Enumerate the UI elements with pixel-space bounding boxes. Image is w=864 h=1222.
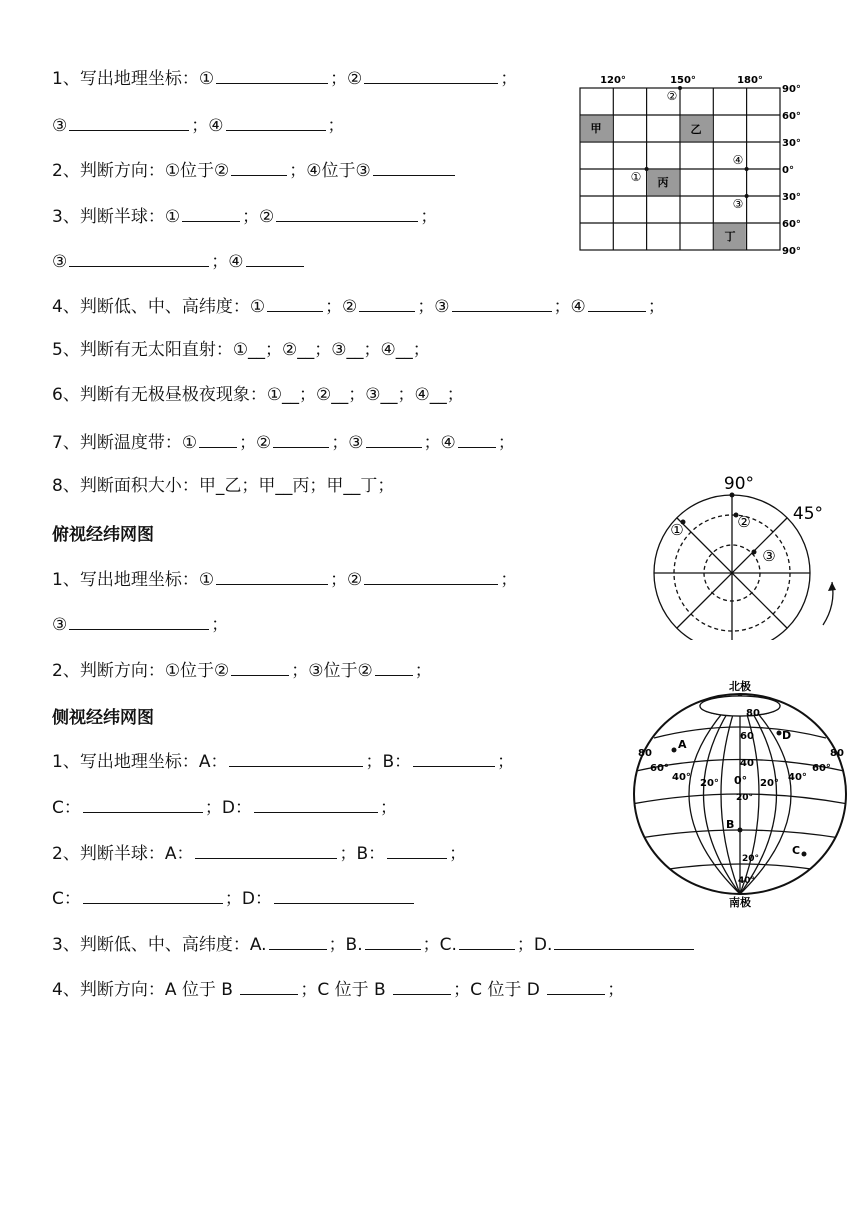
s1-q4-line: 4、判断低、中、高纬度：① ；② ；③ ；④ ； [52, 293, 665, 318]
grid-point-3: ③ [732, 197, 744, 211]
lon-label-40e: 40° [788, 772, 807, 783]
section3-title: 侧视经纬网图 [52, 708, 154, 728]
s3-q2-blank-b[interactable] [387, 840, 447, 859]
s3-q3-blank-d[interactable] [554, 931, 694, 950]
cell-label-yi: 乙 [690, 123, 702, 136]
globe-point-b: B [726, 818, 735, 831]
s1-q1-label: 1、写出地理坐标：① [52, 69, 215, 89]
s3-q1-blank-d[interactable] [254, 794, 378, 813]
lon-label-20e: 20° [760, 778, 779, 789]
s1-q3-blank-3[interactable] [69, 248, 209, 267]
right-label-6: 90° [782, 246, 801, 257]
lon-label-60e: 60° [812, 763, 831, 774]
s1-q4-blank-1[interactable] [267, 293, 323, 312]
s2-q1-line2: ③ ； [52, 611, 228, 636]
top-label-150: 150° [670, 75, 696, 86]
s2-q2-blank-1[interactable] [231, 657, 289, 676]
lon-label-40w: 40° [672, 772, 691, 783]
s1-q7-blank-1[interactable] [199, 429, 237, 448]
polar-point-1: ① [670, 521, 684, 539]
right-label-0: 90° [782, 84, 801, 95]
lon-label-80e: 80 [830, 748, 844, 759]
s2-q2-blank-2[interactable] [375, 657, 413, 676]
polar-point-3: ③ [762, 547, 776, 565]
s1-q3-blank-1[interactable] [182, 203, 240, 222]
s1-q7-blank-2[interactable] [273, 429, 329, 448]
polar-label-90: 90° [723, 474, 755, 494]
polar-point-2: ② [737, 513, 751, 531]
lat-label-60: 60 [740, 731, 754, 742]
s3-q2-blank-d[interactable] [274, 885, 414, 904]
lat-label-40: 40 [740, 758, 754, 769]
s1-q4-blank-4[interactable] [588, 293, 646, 312]
s3-q3-blank-a[interactable] [269, 931, 327, 950]
s3-q1-line1: 1、写出地理坐标：A： ；B： ； [52, 748, 514, 773]
s3-q2-blank-a[interactable] [195, 840, 337, 859]
s1-q5-line: 5、判断有无太阳直射：①__；②__；③__；④__； [52, 340, 430, 360]
grid-point-2: ② [666, 89, 678, 103]
s1-q3-line2: ③ ；④ [52, 248, 306, 273]
s1-q1-blank-2[interactable] [364, 65, 498, 84]
lat-label-20-n: 20° [736, 793, 754, 803]
s1-q4-blank-3[interactable] [452, 293, 552, 312]
s3-q4-blank-1[interactable] [240, 976, 298, 995]
globe-side-view-figure [622, 676, 854, 908]
s1-q7-line: 7、判断温度带：① ；② ；③ ；④ ； [52, 429, 515, 454]
lat-label-0: 0° [734, 774, 748, 787]
right-label-2: 30° [782, 138, 801, 149]
s1-q2-blank-2[interactable] [373, 157, 455, 176]
section2-title: 俯视经纬网图 [52, 525, 154, 545]
s1-q3-line1: 3、判断半球：① ；② ； [52, 203, 437, 228]
s3-q1-line2: C： ；D： ； [52, 794, 397, 819]
s1-q3-blank-2[interactable] [276, 203, 418, 222]
lat-lon-grid-figure [570, 70, 806, 260]
s2-q1-blank-3[interactable] [69, 611, 209, 630]
lon-label-20w: 20° [700, 778, 719, 789]
globe-south-pole: 南极 [729, 896, 751, 908]
s1-q1-line1: 1、写出地理坐标：① ；② ； [52, 65, 517, 90]
s2-q1-blank-1[interactable] [216, 566, 328, 585]
cell-label-ding: 丁 [724, 230, 736, 243]
s1-q4-blank-2[interactable] [359, 293, 415, 312]
s3-q1-blank-b[interactable] [413, 748, 495, 767]
s3-q2-line2: C： ；D： [52, 885, 416, 910]
s3-q3-blank-c[interactable] [459, 931, 515, 950]
lat-label-20-s: 20° [742, 854, 760, 864]
s2-q2-line: 2、判断方向：①位于② ；③位于② ； [52, 657, 432, 682]
globe-point-d: D [782, 729, 792, 742]
s3-q4-line: 4、判断方向：A 位于 B ；C 位于 B ；C 位于 D ； [52, 976, 624, 1001]
s1-q1-blank-4[interactable] [226, 112, 326, 131]
s2-q1-line1: 1、写出地理坐标：① ；② ； [52, 566, 517, 591]
s1-q6-line: 6、判断有无极昼极夜现象：①__；②__；③__；④__； [52, 385, 464, 405]
grid-point-4: ④ [732, 153, 744, 167]
globe-north-pole: 北极 [729, 680, 751, 693]
s3-q4-blank-2[interactable] [393, 976, 451, 995]
s1-q7-blank-3[interactable] [366, 429, 422, 448]
globe-point-a: A [678, 738, 687, 751]
s2-q1-blank-2[interactable] [364, 566, 498, 585]
s1-q2-blank-1[interactable] [231, 157, 287, 176]
cell-label-jia: 甲 [590, 122, 602, 135]
polar-view-figure [640, 470, 850, 640]
s1-q8-line: 8、判断面积大小：甲_乙；甲__丙；甲__丁； [52, 476, 395, 496]
s3-q3-line: 3、判断低、中、高纬度：A. ；B. ；C. ；D. [52, 931, 696, 956]
globe-point-c: C [792, 844, 801, 857]
lat-label-80: 80 [746, 708, 760, 719]
s1-q3-blank-4[interactable] [246, 248, 304, 267]
s1-q1-blank-3[interactable] [69, 112, 189, 131]
right-label-4: 30° [782, 192, 801, 203]
s3-q4-blank-3[interactable] [547, 976, 605, 995]
s1-q2-line: 2、判断方向：①位于② ；④位于③ [52, 157, 457, 182]
lon-label-60w: 60° [650, 763, 669, 774]
right-label-3: 0° [782, 165, 794, 176]
s1-q1-line2: ③ ；④ ； [52, 112, 345, 137]
cell-label-bing: 丙 [657, 176, 669, 189]
lon-label-80w: 80 [638, 748, 652, 759]
top-label-120: 120° [600, 75, 626, 86]
s3-q1-blank-c[interactable] [83, 794, 203, 813]
polar-label-45: 45° [792, 504, 824, 524]
s3-q3-blank-b[interactable] [365, 931, 421, 950]
grid-point-1: ① [630, 170, 642, 184]
lat-label-40-s: 40° [738, 876, 756, 886]
right-label-1: 60° [782, 111, 801, 122]
s3-q2-blank-c[interactable] [83, 885, 223, 904]
s3-q2-line1: 2、判断半球：A： ；B： ； [52, 840, 466, 865]
s3-q1-blank-a[interactable] [229, 748, 363, 767]
s1-q7-blank-4[interactable] [458, 429, 496, 448]
right-label-5: 60° [782, 219, 801, 230]
s1-q1-blank-1[interactable] [216, 65, 328, 84]
top-label-180: 180° [737, 75, 763, 86]
